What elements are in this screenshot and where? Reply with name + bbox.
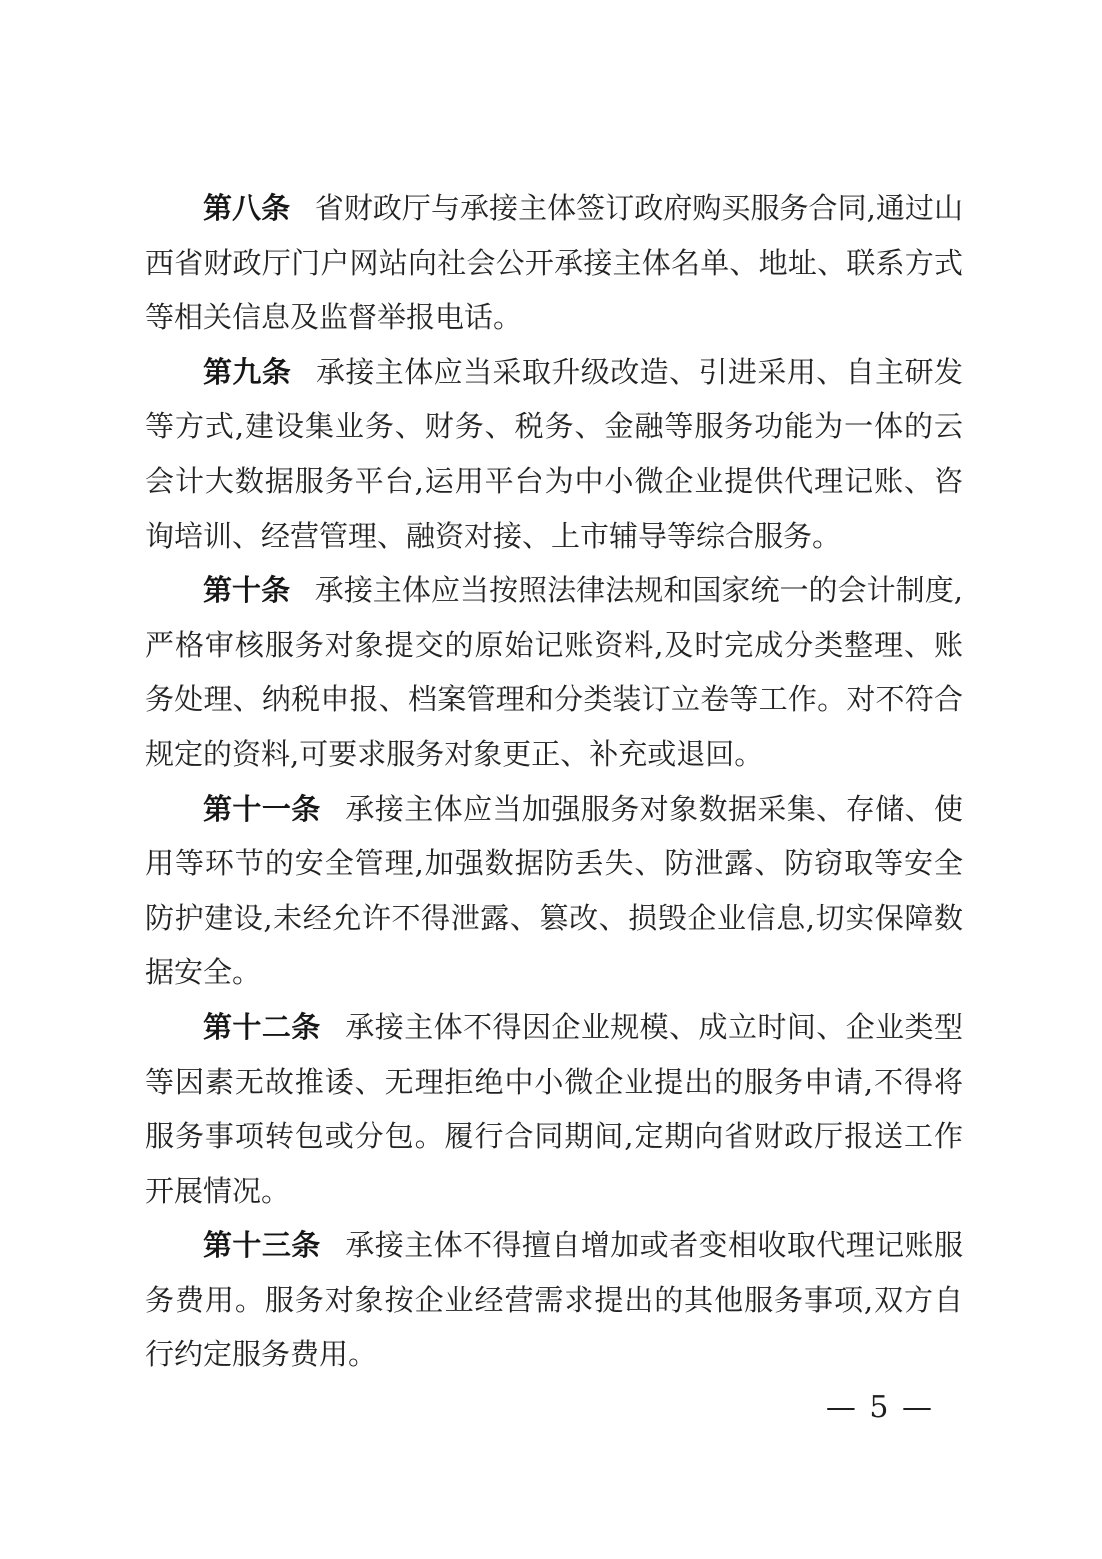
article-paragraph-9: [145, 345, 963, 563]
article-paragraph-11: [145, 782, 963, 1000]
article-text: 承接主体应当按照法律法规和国家统一的会计制度,严格审核服务对象提交的原始记账资料,及时完成分类整理、账务处理、纳税申报、档案管理和分类装订立卷等工作。对不符合规定的资料,可要求服务对象更正、补充或退回。: [145, 573, 963, 771]
article-number: 第十一条: [203, 791, 321, 826]
article-text: 承接主体应当采取升级改造、引进采用、自主研发等方式,建设集业务、财务、税务、金融等服务功能为一体的云会计大数据服务平台,运用平台为中小微企业提供代理记账、咨询培训、经营管理、融资对接、上市辅导等综合服务。: [145, 354, 963, 553]
article-text: 省财政厅与承接主体签订政府购买服务合同,通过山西省财政厅门户网站向社会公开承接主体名单、地址、联系方式等相关信息及监督举报电话。: [145, 191, 963, 335]
article-number: 第九条: [203, 354, 292, 389]
article-text: 承接主体应当加强服务对象数据采集、存储、使用等环节的安全管理,加强数据防丢失、防泄露、防窃取等安全防护建设,未经允许不得泄露、篡改、损毁企业信息,切实保障数据安全。: [145, 791, 963, 990]
article-number: 第十条: [203, 573, 291, 608]
article-paragraph-12: [145, 1000, 963, 1218]
article-paragraph-8: [145, 181, 963, 345]
article-paragraph-13: [145, 1218, 963, 1382]
document-body: [145, 181, 963, 1382]
article-paragraph-10: [145, 563, 963, 781]
article-text: 承接主体不得因企业规模、成立时间、企业类型等因素无故推诿、无理拒绝中小微企业提出的服务申请,不得将服务事项转包或分包。履行合同期间,定期向省财政厅报送工作开展情况。: [145, 1009, 963, 1208]
article-text: 承接主体不得擅自增加或者变相收取代理记账服务费用。服务对象按企业经营需求提出的其他服务事项,双方自行约定服务费用。: [145, 1228, 963, 1372]
article-number: 第八条: [203, 191, 291, 225]
article-number: 第十二条: [203, 1009, 321, 1044]
page-number: — 5 —: [825, 1390, 934, 1425]
article-number: 第十三条: [203, 1228, 321, 1263]
